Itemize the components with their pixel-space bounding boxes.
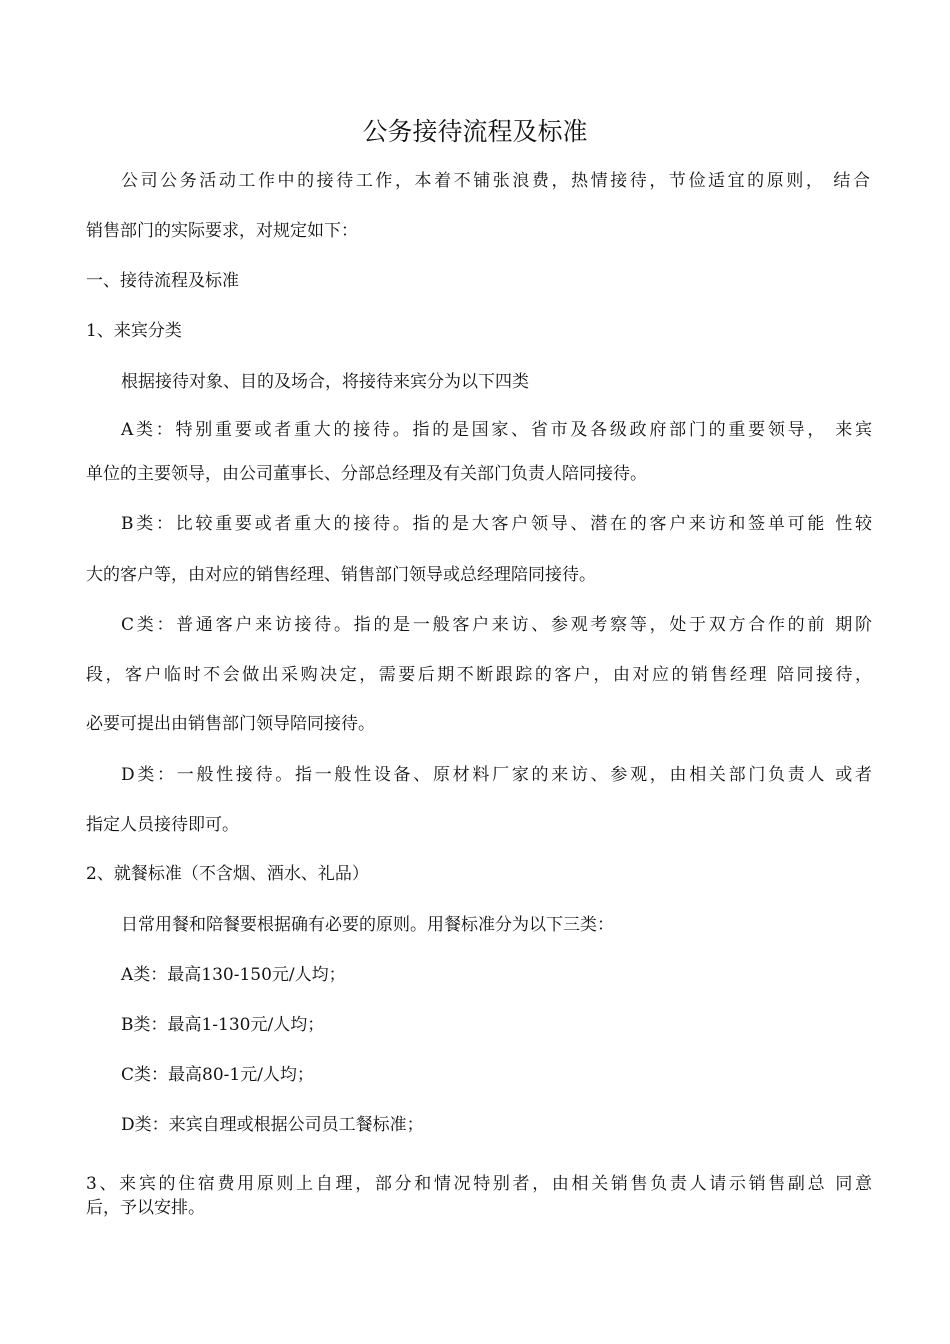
list-item: A类：最高130-150元/人均； [121, 965, 346, 985]
paragraph-line: C类：普通客户来访接待。指的是一般客户来访、参观考察等，处于双方合作的前 期阶 [121, 615, 872, 635]
paragraph-line: 大的客户等，由对应的销售经理、销售部门领导或总经理陪同接待。 [86, 565, 596, 585]
paragraph-line: D类：一般性接待。指一般性设备、原材料厂家的来访、参观，由相关部门负责人 或者 [121, 765, 872, 785]
paragraph-line: 段，客户临时不会做出采购决定，需要后期不断跟踪的客户，由对应的销售经理 陪同接待， [86, 665, 872, 685]
paragraph-line: 公司公务活动工作中的接待工作，本着不铺张浪费，热情接待，节俭适宜的原则， 结合 [121, 171, 870, 191]
paragraph-line: 根据接待对象、目的及场合，将接待来宾分为以下四类 [121, 372, 529, 392]
paragraph-line: 后，予以安排。 [86, 1198, 205, 1218]
paragraph-line: 单位的主要领导，由公司董事长、分部总经理及有关部门负责人陪同接待。 [86, 464, 647, 484]
list-item: B类：最高1-130元/人均； [121, 1015, 325, 1035]
paragraph-line: B类：比较重要或者重大的接待。指的是大客户领导、潜在的客户来访和签单可能 性较 [121, 514, 872, 534]
paragraph-line: 销售部门的实际要求，对规定如下： [86, 221, 358, 241]
section-heading: 一、接待流程及标准 [86, 271, 239, 291]
document-title: 公务接待流程及标准 [362, 117, 588, 146]
list-item: C类：最高80-1元/人均； [121, 1065, 314, 1085]
paragraph-line: A类：特别重要或者重大的接待。指的是国家、省市及各级政府部门的重要领导， 来宾 [121, 420, 872, 440]
subsection-heading: 1、来宾分类 [86, 321, 182, 341]
paragraph-line: 指定人员接待即可。 [86, 815, 239, 835]
paragraph-line: 3、来宾的住宿费用原则上自理，部分和情况特别者，由相关销售负责人请示销售副总 同意 [86, 1174, 872, 1194]
subsection-heading: 2、就餐标准（不含烟、酒水、礼品） [86, 864, 369, 884]
paragraph-line: 必要可提出由销售部门领导陪同接待。 [86, 714, 375, 734]
paragraph-line: 日常用餐和陪餐要根据确有必要的原则。用餐标准分为以下三类： [121, 915, 614, 935]
list-item: D类：来宾自理或根据公司员工餐标准； [121, 1115, 424, 1135]
